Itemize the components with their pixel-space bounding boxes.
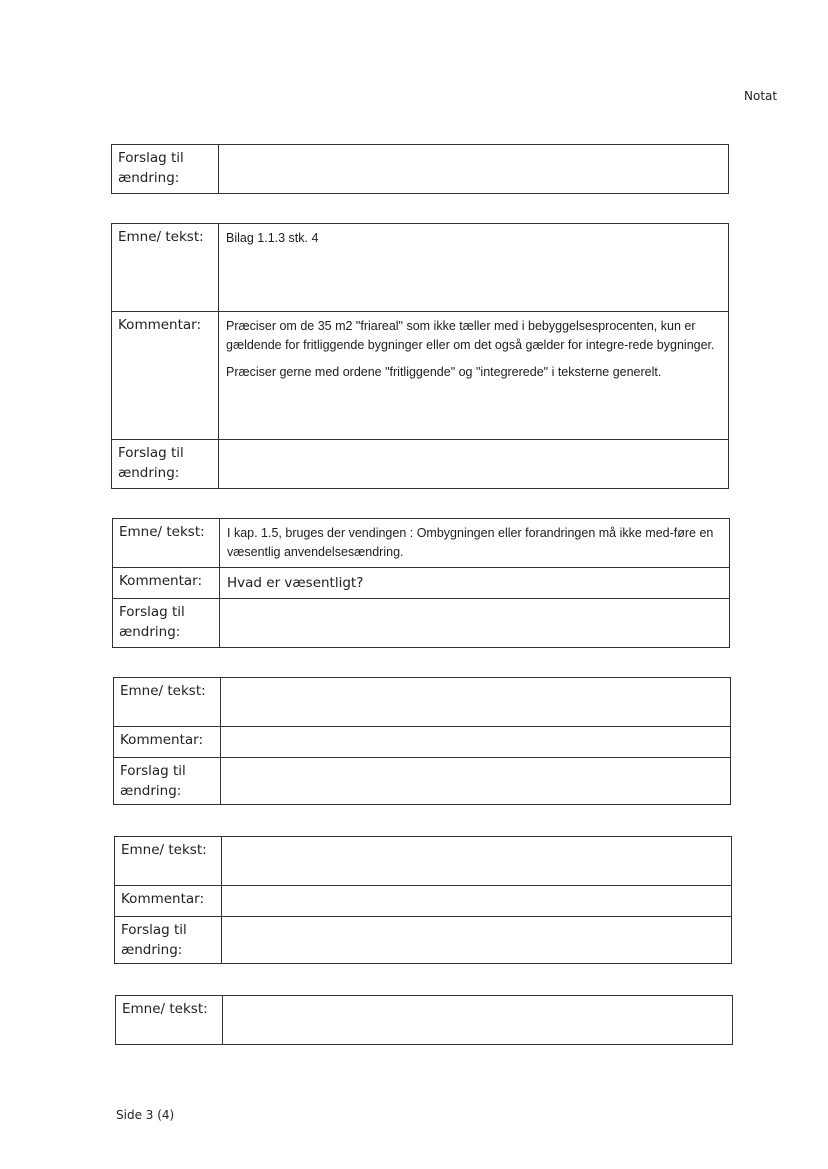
row-forslag: [114, 757, 730, 804]
kommentar-paragraph-1: Præciser om de 35 m2 "friareal" som ikke tæller med i bebyggelsesprocenten, kun er gældende for fritliggende bygninger eller om det også gælder for integre-rede bygninger.: [226, 319, 715, 352]
kommentar-paragraph-2: Præciser gerne med ordene "fritliggende" og "integrerede" i teksterne generelt.: [226, 365, 662, 379]
label-kommentar: Kommentar:: [115, 886, 222, 916]
row-forslag: [115, 916, 731, 963]
value-kommentar: [219, 312, 728, 439]
value-kommentar: [221, 727, 730, 757]
block-kap-15: [112, 518, 730, 648]
value-emne: I kap. 1.5, bruges der vendingen : Ombygningen eller forandringen må ikke med-føre en væsentlig anvendelsesændring.: [227, 526, 714, 559]
block-empty-2: [114, 836, 732, 964]
row-emne: [115, 837, 731, 885]
value-forslag: [220, 599, 729, 647]
value-kommentar: [220, 568, 729, 598]
block-empty-1: [113, 677, 731, 805]
label-forslag: Forslag til ændring:: [113, 599, 220, 647]
row-forslag: [112, 145, 728, 193]
label-kommentar: Kommentar:: [114, 727, 221, 757]
row-emne: [113, 519, 729, 567]
label-emne: Emne/ tekst:: [116, 996, 223, 1044]
row-kommentar: [115, 885, 731, 916]
value-emne: Bilag 1.1.3 stk. 4: [226, 231, 319, 245]
value-emne: [221, 678, 730, 726]
row-kommentar: [114, 726, 730, 757]
value-forslag: [219, 440, 728, 488]
block-forslag-top: [111, 144, 729, 194]
row-emne: [112, 224, 728, 311]
label-forslag: Forslag til ændring:: [115, 917, 222, 963]
page-number: Side 3 (4): [116, 1108, 175, 1122]
row-kommentar: [112, 311, 728, 439]
value-kommentar: [222, 886, 731, 916]
label-kommentar: Kommentar:: [113, 568, 220, 598]
value-forslag: [221, 758, 730, 804]
kommentar-text: Hvad er væsentligt?: [227, 575, 364, 591]
document-type-label: Notat: [744, 89, 778, 103]
label-emne: Emne/ tekst:: [113, 519, 220, 567]
row-emne: [114, 678, 730, 726]
value-emne: [223, 996, 732, 1044]
value-forslag: [219, 145, 728, 193]
label-forslag: Forslag til ændring:: [114, 758, 221, 804]
value-emne: [222, 837, 731, 885]
row-kommentar: [113, 567, 729, 598]
label-forslag: Forslag til ændring:: [112, 145, 219, 193]
row-emne: [116, 996, 732, 1044]
block-bilag-113: [111, 223, 729, 489]
label-kommentar: Kommentar:: [112, 312, 219, 439]
block-empty-3: [115, 995, 733, 1045]
label-forslag: Forslag til ændring:: [112, 440, 219, 488]
row-forslag: [113, 598, 729, 647]
value-forslag: [222, 917, 731, 963]
label-emne: Emne/ tekst:: [112, 224, 219, 311]
label-emne: Emne/ tekst:: [115, 837, 222, 885]
row-forslag: [112, 439, 728, 488]
label-emne: Emne/ tekst:: [114, 678, 221, 726]
